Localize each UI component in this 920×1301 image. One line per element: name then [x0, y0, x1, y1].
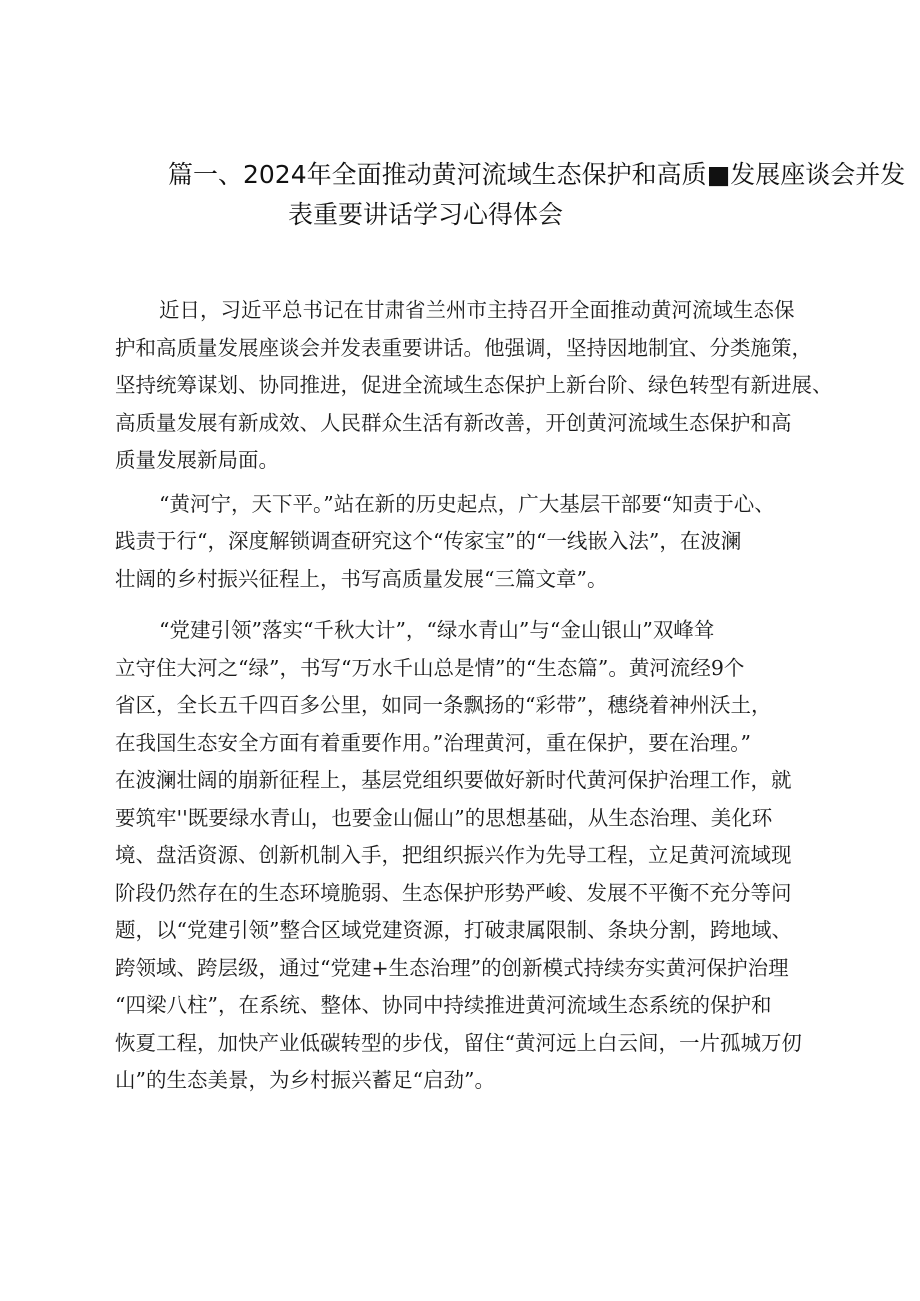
paragraph-line: “党建引领”落实“千秋大计”，“绿水青山”与“金山银山”双峰耸 [159, 618, 715, 642]
paragraph-line: 恢夏工程，加快产业低碳转型的步伐，留住“黄河远上白云间，一片孤城万仞 [115, 1030, 802, 1055]
document-body [115, 292, 835, 1100]
paragraph-line: 省区，全长五千四百多公里，如同一条飘扬的“彩带”，穗绕着神州沃土， [115, 693, 772, 717]
paragraph-2 [115, 486, 835, 599]
paragraph-line: 在波澜壮阔的崩新征程上，基层党组织要做好新时代黄河保护治理工作，就 [115, 768, 792, 792]
paragraph-line: 坚持统筹谋划、协同推进，促进全流域生态保护上新台阶、绿色转型有新进展、 [115, 373, 833, 397]
title-line-1: 篇一、2024年全面推动黄河流域生态保护和高质■发展座谈会并发 [168, 160, 906, 189]
paragraph-line: 跨领域、跨层级，通过“党建+生态治理”的创新模式持续夯实黄河保护治理 [115, 955, 789, 980]
title-line-2: 表重要讲话学习心得体会 [288, 200, 564, 229]
paragraph-3 [115, 612, 835, 1100]
paragraph-line: 阶段仍然存在的生态环境脆弱、生态保护形势严峻、发展不平衡不充分等问 [115, 880, 792, 905]
paragraph-line: 要筑牢''既要绿水青山，也要金山倔山”的思想基础，从生态治理、美化环 [115, 805, 773, 830]
paragraph-line: 质量发展新局面。 [115, 448, 279, 472]
paragraph-line: “黄河宁，天下平。”站在新的历史起点，广大基层干部要“知责于心、 [159, 491, 775, 516]
paragraph-line: 在我国生态安全方面有着重要作用。”治理黄河，重在保护，要在治理。” [115, 730, 751, 755]
paragraph-line: 近日，习近平总书记在甘肃省兰州市主持召开全面推动黄河流域生态保 [159, 298, 795, 322]
paragraph-1 [115, 292, 835, 480]
paragraph-line: 壮阔的乡村振兴征程上，书写高质量发展“三篇文章”。 [115, 566, 608, 591]
paragraph-line: 山”的生态美景，为乡村振兴蓄足“启劲”。 [115, 1068, 495, 1092]
paragraph-line: 践责于行“，深度解锁调查研究这个“传家宝”的“一线嵌入法”，在波澜 [115, 529, 742, 553]
paragraph-line: 境、盘活资源、创新机制入手，把组织振兴作为先导工程，立足黄河流域现 [115, 843, 792, 867]
paragraph-line: 题，以“党建引领”整合区域党建资源，打破隶属限制、条块分割，跨地域、 [115, 918, 792, 942]
paragraph-line: “四梁八柱”，在系统、整体、协同中持续推进黄河流域生态系统的保护和 [115, 993, 772, 1017]
document-title [168, 155, 906, 235]
paragraph-gap [115, 598, 835, 612]
paragraph-line: 立守住大河之“绿”，书写“万水千山总是情”的“生态篇”。黄河流经9个 [115, 655, 745, 680]
paragraph-line: 高质量发展有新成效、人民群众生活有新改善，开创黄河流域生态保护和高 [115, 410, 792, 435]
paragraph-line: 护和高质量发展座谈会并发表重要讲话。他强调，坚持因地制宜、分类施策， [115, 335, 812, 360]
